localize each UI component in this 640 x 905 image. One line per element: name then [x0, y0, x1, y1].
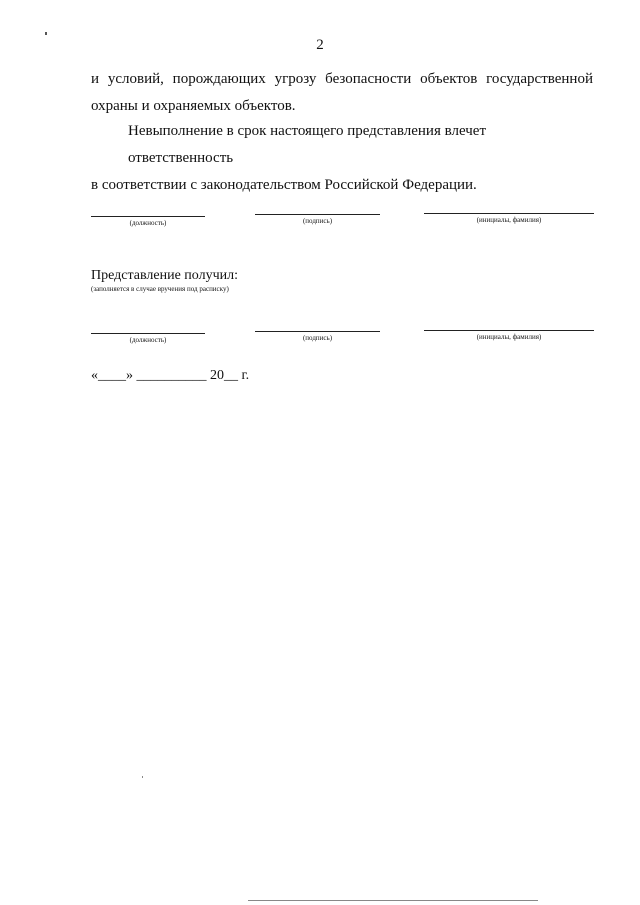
signature-line-2 — [255, 331, 380, 332]
name-caption-2: (инициалы, фамилия) — [476, 333, 542, 341]
signature-caption-1: (подпись) — [302, 217, 333, 225]
name-line-1 — [424, 213, 594, 214]
position-line-1 — [91, 216, 205, 217]
position-caption-2: (должность) — [129, 336, 167, 344]
signature-caption-2: (подпись) — [302, 334, 333, 342]
position-line-2 — [91, 333, 205, 334]
received-note: (заполняется в случае вручения под расписку) — [91, 285, 229, 293]
name-line-2 — [424, 330, 594, 331]
paragraph-2 — [91, 118, 593, 199]
paragraph-1-line-1: и условий, порождающих угрозу безопасности объектов государственной — [91, 71, 593, 87]
scan-artifact — [142, 776, 143, 778]
scan-artifact — [45, 32, 47, 35]
paragraph-2-line-2: в соответствии с законодательством Российской Федерации. — [91, 177, 477, 193]
paragraph-2-line-1: Невыполнение в срок настоящего представления влечет ответственность — [128, 123, 487, 166]
received-title: Представление получил: — [91, 268, 239, 283]
date-line: «____» __________ 20__ г. — [91, 368, 250, 383]
name-caption-1: (инициалы, фамилия) — [476, 216, 542, 224]
scan-edge-line — [248, 900, 538, 901]
position-caption-1: (должность) — [129, 219, 167, 227]
paragraph-1-line-2: охраны и охраняемых объектов. — [91, 98, 296, 114]
paragraph-1 — [91, 66, 593, 120]
signature-line-1 — [255, 214, 380, 215]
page-number: 2 — [316, 37, 324, 53]
